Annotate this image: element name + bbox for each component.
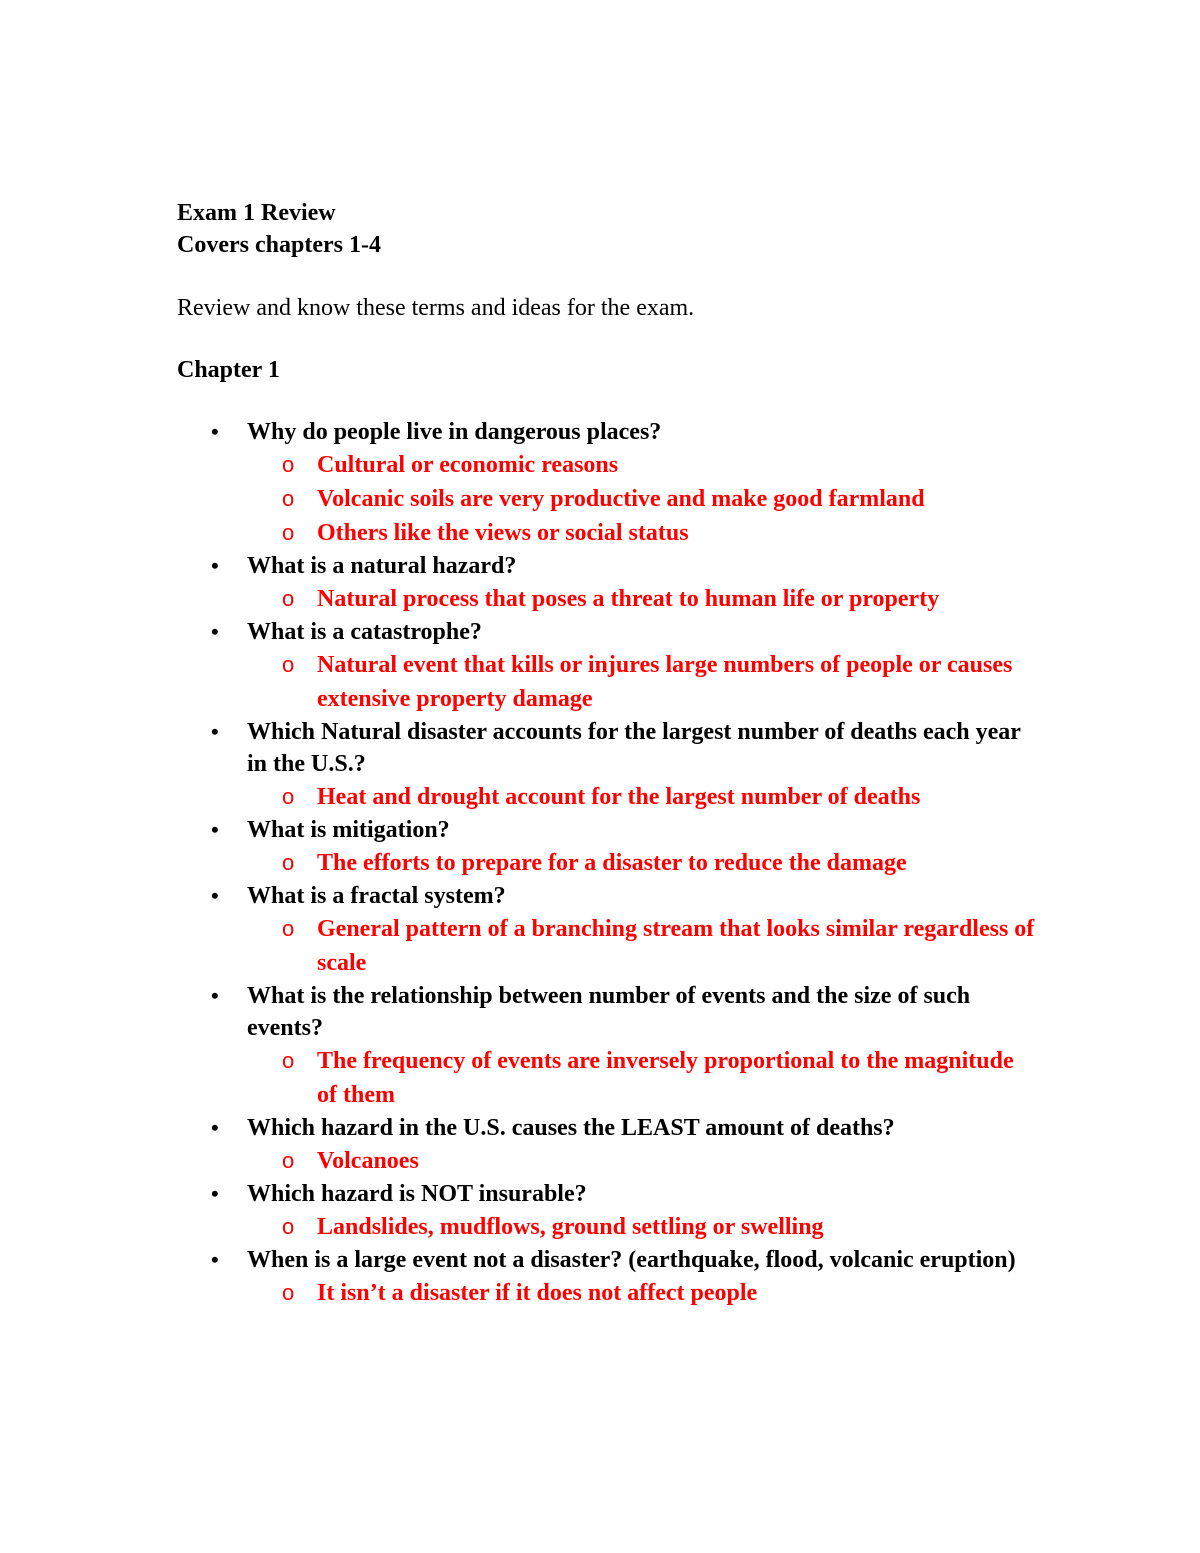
answer-item bbox=[247, 582, 1037, 616]
answer-list bbox=[247, 846, 1037, 880]
question-item bbox=[177, 880, 1037, 980]
answer-text: Landslides, mudflows, ground settling or swelling bbox=[317, 1214, 824, 1240]
question-text: Which hazard in the U.S. causes the LEAST amount of deaths? bbox=[247, 1115, 895, 1141]
circle-bullet-icon: o bbox=[282, 586, 295, 611]
answer-text: Volcanic soils are very productive and make good farmland bbox=[317, 486, 925, 512]
answer-text: Volcanoes bbox=[317, 1148, 419, 1174]
question-text: What is a catastrophe? bbox=[247, 619, 482, 645]
bullet-icon: • bbox=[211, 983, 219, 1008]
answer-item bbox=[247, 1144, 1037, 1178]
question-item bbox=[177, 1244, 1037, 1310]
bullet-icon: • bbox=[211, 719, 219, 744]
question-text: What is mitigation? bbox=[247, 817, 450, 843]
question-list bbox=[177, 416, 1037, 1310]
question-item bbox=[177, 980, 1037, 1112]
answer-list bbox=[247, 780, 1037, 814]
answer-item bbox=[247, 1044, 1037, 1112]
circle-bullet-icon: o bbox=[282, 520, 295, 545]
question-text: Which hazard is NOT insurable? bbox=[247, 1181, 587, 1207]
question-item bbox=[177, 1178, 1037, 1244]
question-item bbox=[177, 1112, 1037, 1178]
answer-text: Heat and drought account for the largest number of deaths bbox=[317, 784, 921, 810]
answer-list bbox=[247, 648, 1037, 716]
answer-list bbox=[247, 1044, 1037, 1112]
answer-text: Natural event that kills or injures large numbers of people or causes extensive property damage bbox=[317, 652, 1013, 712]
answer-item bbox=[247, 912, 1037, 980]
bullet-icon: • bbox=[211, 1247, 219, 1272]
intro-text: Review and know these terms and ideas for the exam. bbox=[177, 295, 695, 321]
question-text: What is the relationship between number of events and the size of such events? bbox=[247, 983, 971, 1041]
question-item bbox=[177, 616, 1037, 716]
question-item bbox=[177, 550, 1037, 616]
answer-item bbox=[247, 780, 1037, 814]
answer-item bbox=[247, 846, 1037, 880]
question-text: What is a fractal system? bbox=[247, 883, 506, 909]
question-item bbox=[177, 416, 1037, 550]
circle-bullet-icon: o bbox=[282, 850, 295, 875]
circle-bullet-icon: o bbox=[282, 1148, 295, 1173]
question-text: Why do people live in dangerous places? bbox=[247, 419, 662, 445]
answer-text: It isn’t a disaster if it does not affect people bbox=[317, 1280, 758, 1306]
circle-bullet-icon: o bbox=[282, 1214, 295, 1239]
answer-item bbox=[247, 648, 1037, 716]
bullet-icon: • bbox=[211, 883, 219, 908]
bullet-icon: • bbox=[211, 619, 219, 644]
document-title: Exam 1 Review bbox=[177, 200, 336, 226]
answer-list bbox=[247, 582, 1037, 616]
answer-item bbox=[247, 1276, 1037, 1310]
bullet-icon: • bbox=[211, 1115, 219, 1140]
circle-bullet-icon: o bbox=[282, 452, 295, 477]
question-item bbox=[177, 814, 1037, 880]
answer-list bbox=[247, 912, 1037, 980]
answer-text: Cultural or economic reasons bbox=[317, 452, 619, 478]
circle-bullet-icon: o bbox=[282, 1048, 295, 1073]
question-text: Which Natural disaster accounts for the largest number of deaths each year in the U.S.? bbox=[247, 719, 1021, 777]
answer-item bbox=[247, 516, 1037, 550]
circle-bullet-icon: o bbox=[282, 1280, 295, 1305]
answer-item bbox=[247, 482, 1037, 516]
answer-list bbox=[247, 448, 1037, 550]
question-item bbox=[177, 716, 1037, 814]
answer-list bbox=[247, 1210, 1037, 1244]
circle-bullet-icon: o bbox=[282, 486, 295, 511]
answer-text: The efforts to prepare for a disaster to reduce the damage bbox=[317, 850, 907, 876]
circle-bullet-icon: o bbox=[282, 916, 295, 941]
circle-bullet-icon: o bbox=[282, 784, 295, 809]
answer-text: General pattern of a branching stream that looks similar regardless of scale bbox=[317, 916, 1035, 976]
answer-list bbox=[247, 1276, 1037, 1310]
question-text: What is a natural hazard? bbox=[247, 553, 517, 579]
question-text: When is a large event not a disaster? (earthquake, flood, volcanic eruption) bbox=[247, 1247, 1016, 1273]
answer-item bbox=[247, 448, 1037, 482]
chapter-heading: Chapter 1 bbox=[177, 357, 280, 383]
answer-text: Natural process that poses a threat to human life or property bbox=[317, 586, 940, 612]
bullet-icon: • bbox=[211, 1181, 219, 1206]
document-page bbox=[177, 197, 1037, 1310]
answer-list bbox=[247, 1144, 1037, 1178]
answer-item bbox=[247, 1210, 1037, 1244]
bullet-icon: • bbox=[211, 553, 219, 578]
document-subtitle: Covers chapters 1-4 bbox=[177, 232, 381, 258]
bullet-icon: • bbox=[211, 419, 219, 444]
bullet-icon: • bbox=[211, 817, 219, 842]
answer-text: The frequency of events are inversely proportional to the magnitude of them bbox=[317, 1048, 1014, 1108]
answer-text: Others like the views or social status bbox=[317, 520, 689, 546]
circle-bullet-icon: o bbox=[282, 652, 295, 677]
